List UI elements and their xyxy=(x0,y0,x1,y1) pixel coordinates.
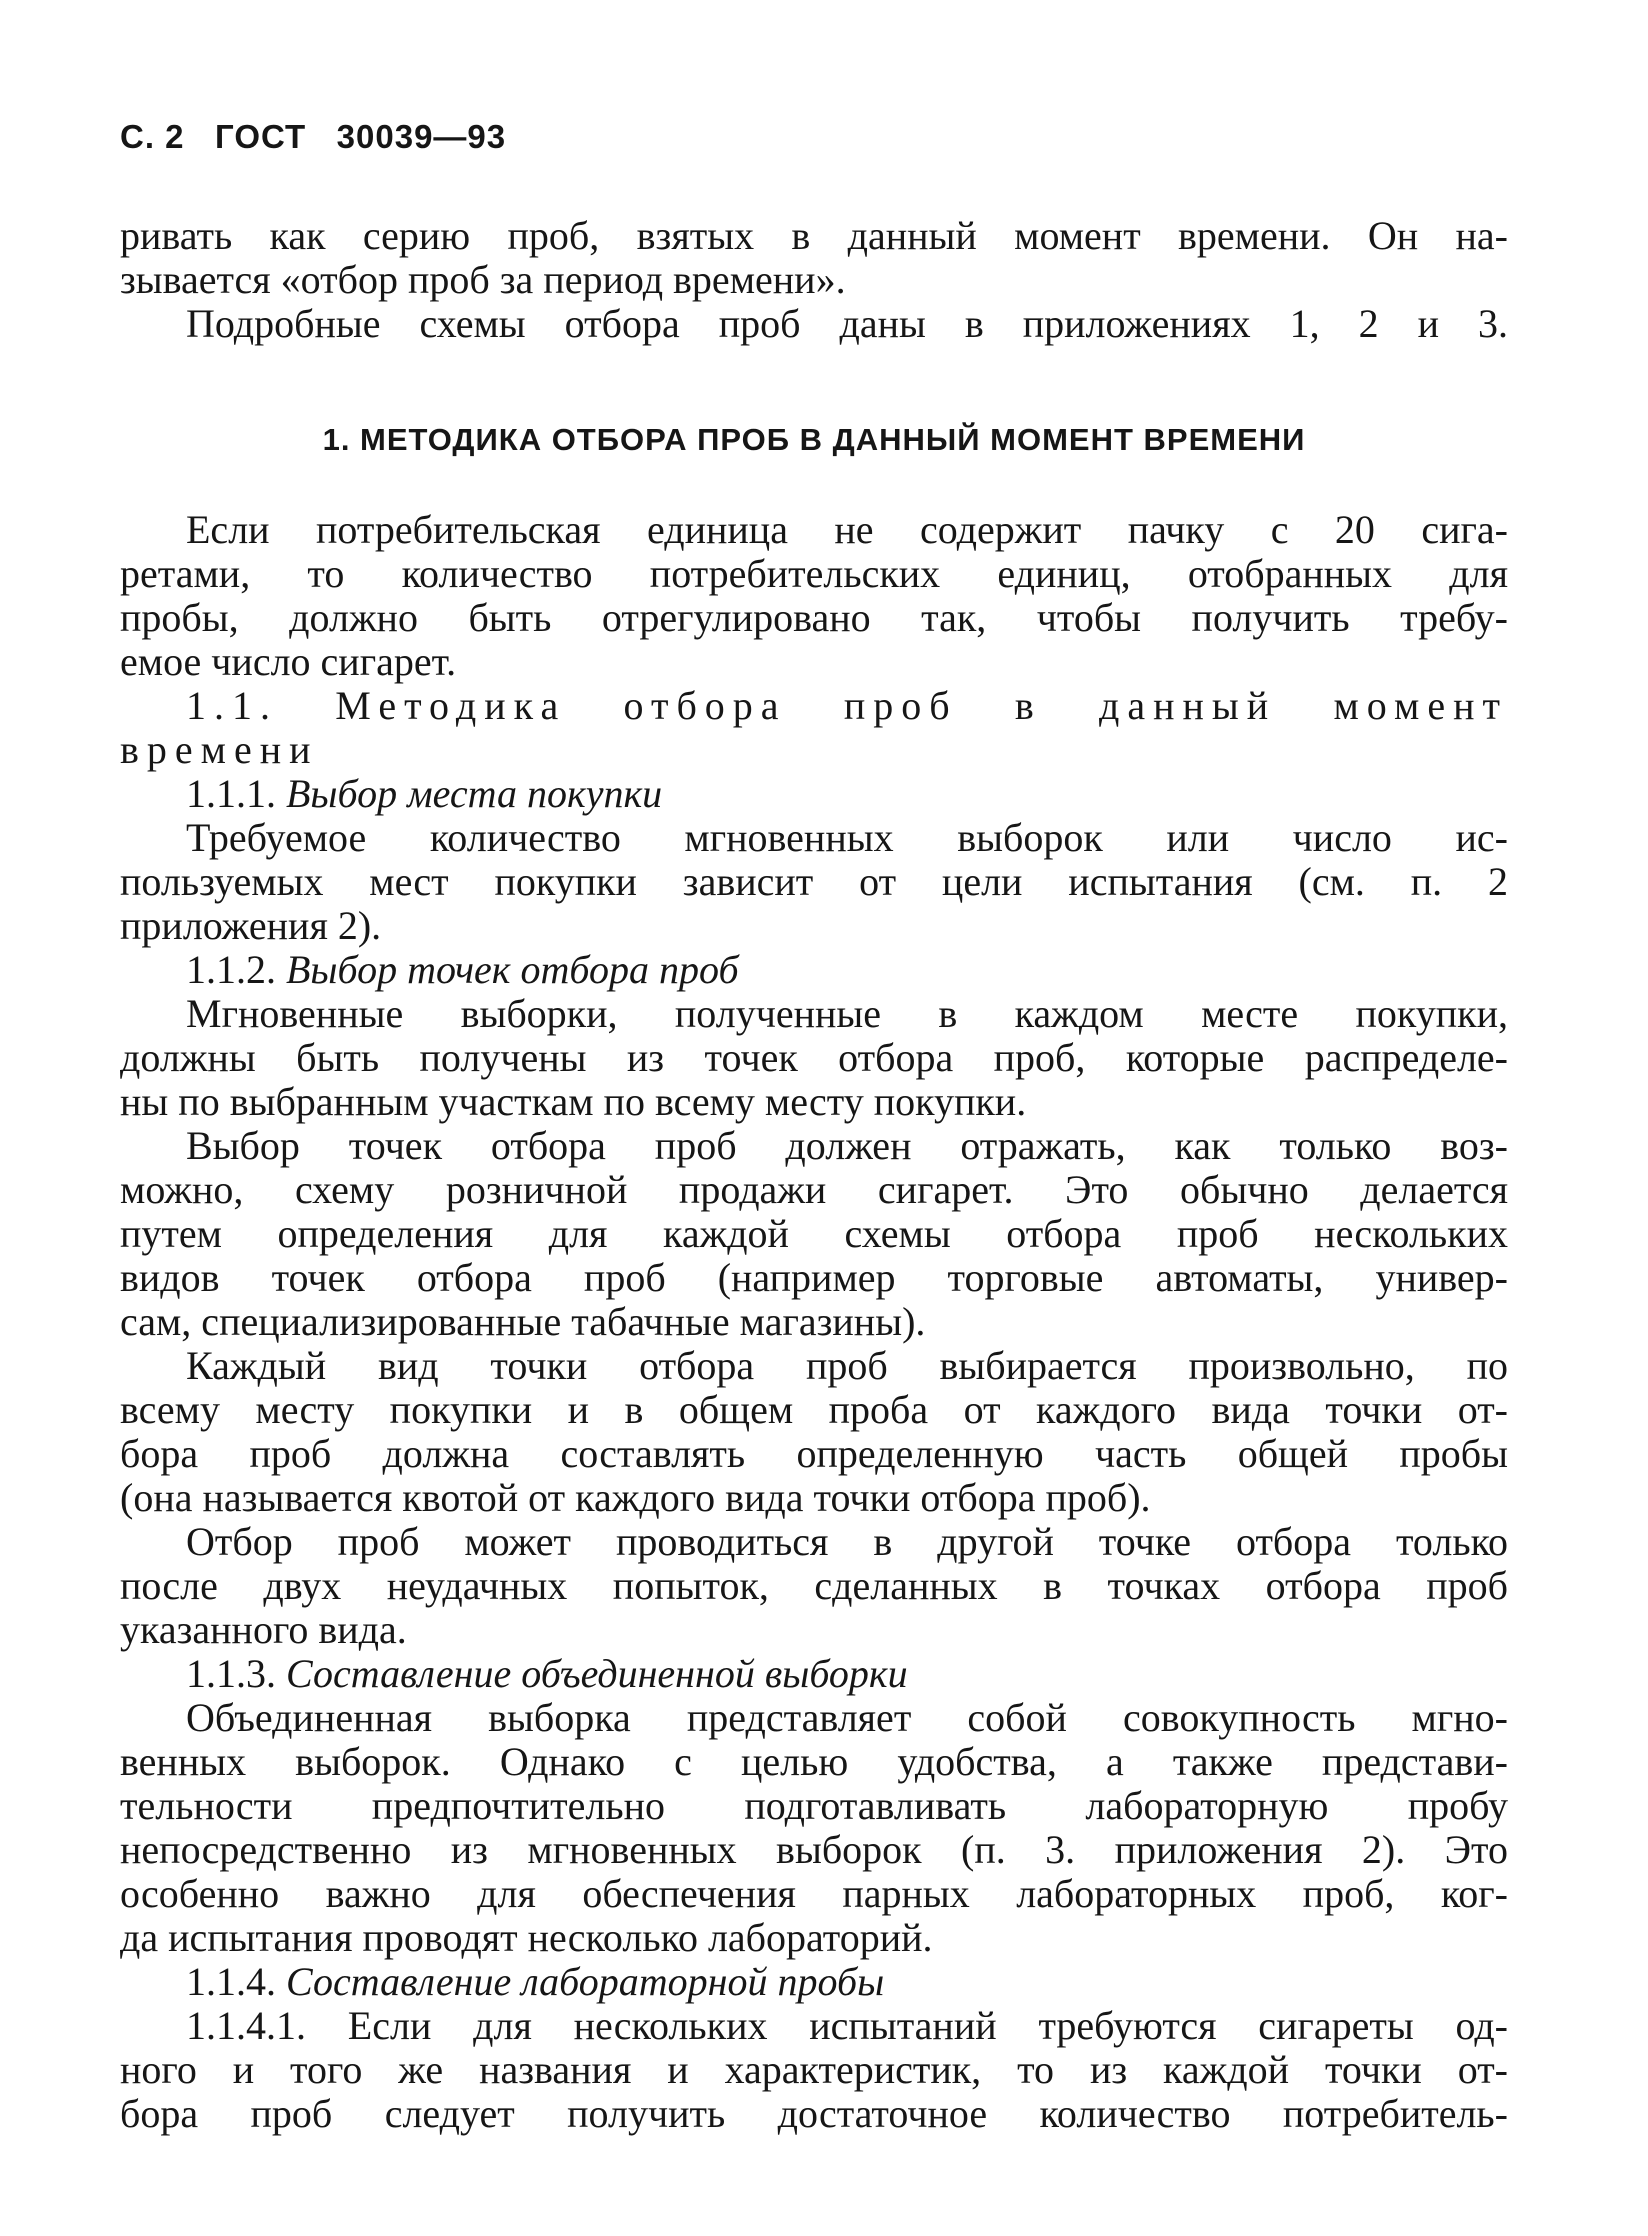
standard-number: 30039—93 xyxy=(336,118,507,155)
text-line: можно, схему розничной продажи сигарет. Это обычно делается xyxy=(120,1167,1508,1212)
page-number: С. 2 xyxy=(120,118,185,155)
text-line: приложения 2). xyxy=(120,903,382,948)
text-line: Объединенная выборка представляет собой совокупность мгно- xyxy=(186,1695,1508,1740)
text-line: да испытания проводят несколько лабораторий. xyxy=(120,1915,933,1960)
text-line: емое число сигарет. xyxy=(120,639,457,684)
subsection-heading-cont: времени xyxy=(120,727,319,772)
clause-title: Составление объединенной выборки xyxy=(286,1651,908,1696)
clause-number: 1.1.1. xyxy=(186,771,276,816)
text-line: бора проб должна составлять определенную часть общей пробы xyxy=(120,1431,1508,1476)
text-line: путем определения для каждой схемы отбора проб нескольких xyxy=(120,1211,1508,1256)
text-line: венных выборок. Однако с целью удобства, а также представи- xyxy=(120,1739,1508,1784)
clause-heading xyxy=(186,1652,1508,1696)
text-line: Каждый вид точки отбора проб выбирается произвольно, по xyxy=(186,1343,1508,1388)
text-line: (она называется квотой от каждого вида точки отбора проб). xyxy=(120,1475,1151,1520)
clause-number: 1.1.3. xyxy=(186,1651,276,1696)
text-line: ны по выбранным участкам по всему месту покупки. xyxy=(120,1079,1027,1124)
text-line: тельности предпочтительно подготавливать лабораторную пробу xyxy=(120,1783,1508,1828)
text-line: всему месту покупки и в общем проба от каждого вида точки от- xyxy=(120,1387,1508,1432)
text-line: особенно важно для обеспечения парных лабораторных проб, ког- xyxy=(120,1871,1508,1916)
section-title: 1. МЕТОДИКА ОТБОРА ПРОБ В ДАННЫЙ МОМЕНТ ВРЕМЕНИ xyxy=(322,422,1306,457)
text-line: 1.1.4.1. Если для нескольких испытаний требуются сигареты од- xyxy=(186,2003,1508,2048)
standard-name: ГОСТ xyxy=(215,118,307,155)
clause-number: 1.1.4. xyxy=(186,1959,276,2004)
clause-heading xyxy=(186,772,1508,816)
text-line: после двух неудачных попыток, сделанных в точках отбора проб xyxy=(120,1563,1508,1608)
text-line: зывается «отбор проб за период времени». xyxy=(120,257,846,302)
text-line: ного и того же названия и характеристик, то из каждой точки от- xyxy=(120,2047,1508,2092)
text-line: Мгновенные выборки, полученные в каждом месте покупки, xyxy=(186,991,1508,1036)
clause-number: 1.1.2. xyxy=(186,947,276,992)
clause-title: Составление лабораторной пробы xyxy=(286,1959,885,2004)
text-line: Если потребительская единица не содержит пачку с 20 сига- xyxy=(186,507,1508,552)
clause-heading xyxy=(186,1960,1508,2004)
clause-title: Выбор места покупки xyxy=(286,771,663,816)
clause-title: Выбор точек отбора проб xyxy=(286,947,739,992)
text-line: указанного вида. xyxy=(120,1607,407,1652)
text-line: ретами, то количество потребительских единиц, отобранных для xyxy=(120,551,1508,596)
text-line: Отбор проб может проводиться в другой точке отбора только xyxy=(186,1519,1508,1564)
text-line: Выбор точек отбора проб должен отражать, как только воз- xyxy=(186,1123,1508,1168)
clause-heading xyxy=(186,948,1508,992)
text-line: сам, специализированные табачные магазины). xyxy=(120,1299,926,1344)
subsection-heading: 1.1. Методика отбора проб в данный момент xyxy=(186,683,1508,728)
text-line: пробы, должно быть отрегулировано так, чтобы получить требу- xyxy=(120,595,1508,640)
running-head xyxy=(120,118,506,156)
text-line: должны быть получены из точек отбора проб, которые распределе- xyxy=(120,1035,1508,1080)
text-line: видов точек отбора проб (например торговые автоматы, универ- xyxy=(120,1255,1508,1300)
text-line: Подробные схемы отбора проб даны в приложениях 1, 2 и 3. xyxy=(186,301,1508,346)
text-line: непосредственно из мгновенных выборок (п. 3. приложения 2). Это xyxy=(120,1827,1508,1872)
text-line: Требуемое количество мгновенных выборок или число ис- xyxy=(186,815,1508,860)
text-line: ривать как серию проб, взятых в данный момент времени. Он на- xyxy=(120,213,1508,258)
text-line: пользуемых мест покупки зависит от цели испытания (см. п. 2 xyxy=(120,859,1508,904)
text-line: бора проб следует получить достаточное количество потребитель- xyxy=(120,2091,1508,2136)
